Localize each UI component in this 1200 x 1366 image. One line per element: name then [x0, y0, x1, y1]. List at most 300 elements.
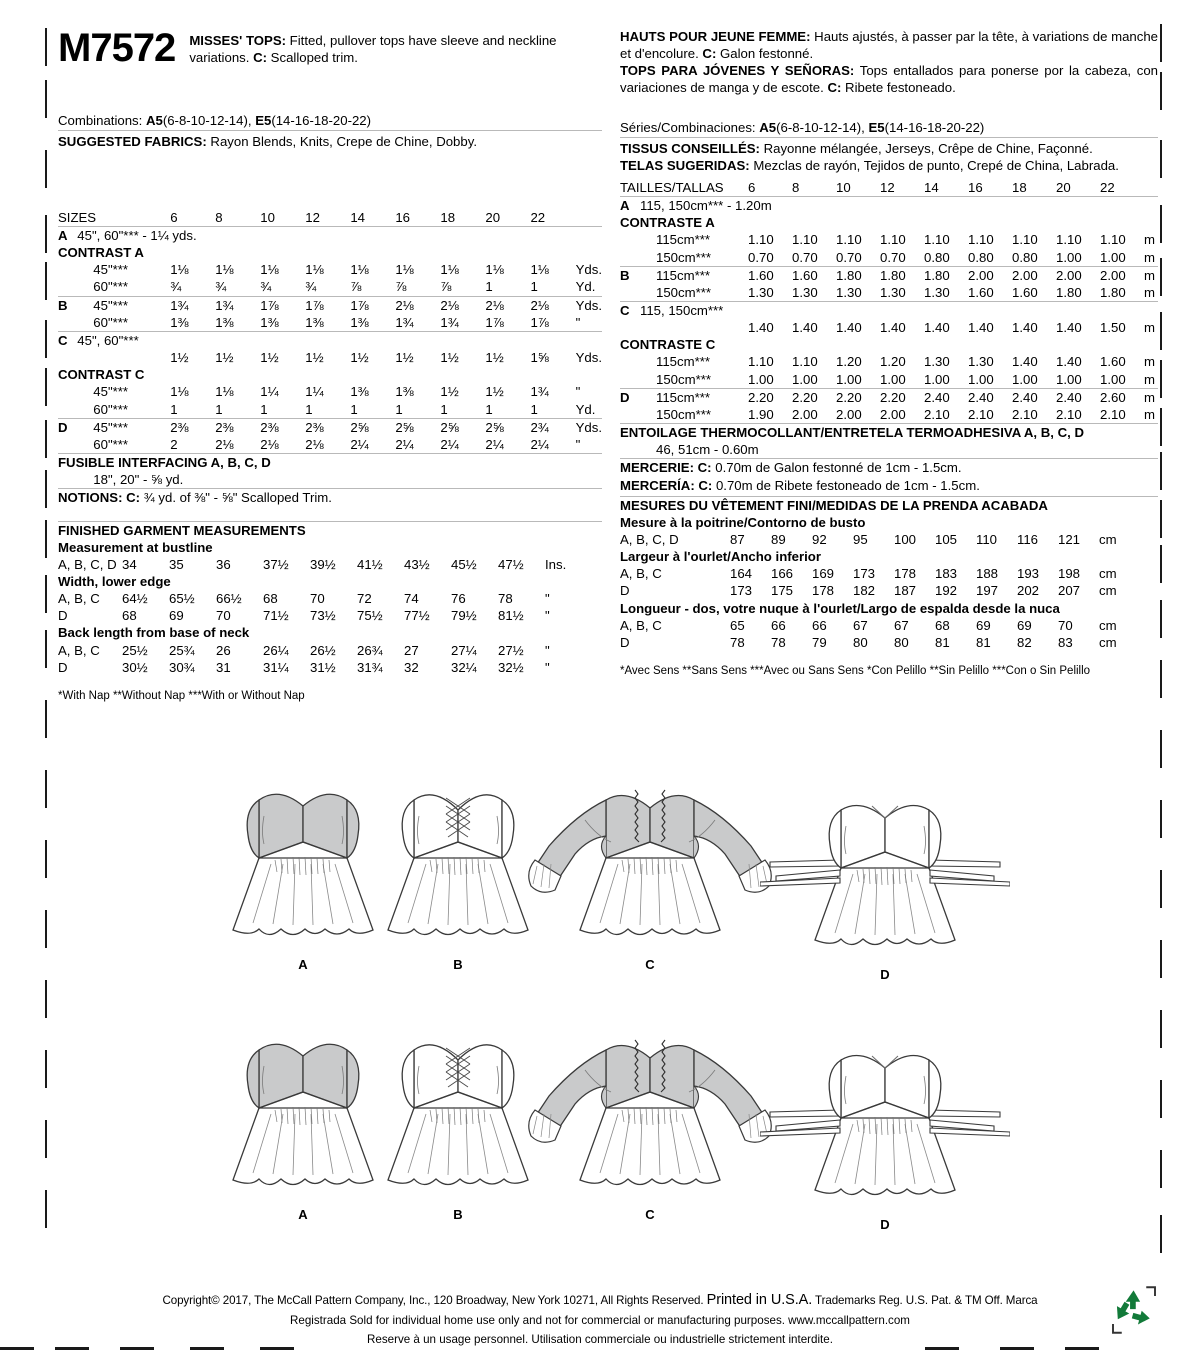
finished-measurements-metric — [620, 496, 1158, 651]
measurement-value: 66 — [811, 617, 827, 633]
notions-row-fr: MERCERIE: C: 0.70m de Galon festonné de 1cm - 1.5cm. — [620, 459, 1158, 477]
registration-tick — [1160, 545, 1162, 583]
yardage-value: ⅞ — [395, 279, 407, 295]
yardage-value: 1⅛ — [395, 262, 414, 278]
yardage-value: 1.30 — [879, 284, 906, 300]
registration-tick — [1160, 408, 1162, 446]
registration-tick — [45, 700, 47, 738]
measurement-subheading: Measurement at bustline — [58, 539, 213, 555]
fabric-width: 150cm*** — [655, 284, 711, 300]
combo-e5-fr: E5 — [868, 119, 885, 135]
yardage-value: 1.20 — [879, 354, 906, 370]
measurement-value: 175 — [770, 583, 793, 599]
yardage-value: 1⅛ — [350, 262, 369, 278]
measurement-value: 71½ — [263, 608, 289, 624]
measurement-value: 173 — [852, 566, 875, 582]
yardage-value: 1.30 — [835, 284, 862, 300]
suggested-fabrics-spanish — [620, 157, 1158, 174]
yardage-value: 0.80 — [967, 249, 994, 265]
yardage-value: 1.40 — [835, 320, 862, 336]
registration-tick — [1160, 205, 1162, 243]
yardage-value: 2.20 — [880, 388, 924, 406]
description-text-fr: Hauts ajustés, à passer par la tête, à variations de manche et d'encolure. — [619, 29, 1158, 62]
illustrations-back-row — [0, 1030, 1200, 1260]
fabric-width: 45"*** — [77, 296, 170, 314]
size-header: 14 — [924, 179, 968, 197]
yardage-value: 1.30 — [967, 354, 994, 370]
size-header: 8 — [792, 179, 836, 197]
measurement-value: 35 — [169, 556, 184, 572]
registration-tick — [1160, 600, 1162, 638]
yardage-value: 1½ — [395, 350, 414, 366]
section-heading: CONTRASTE C — [619, 337, 716, 353]
yardage-value: 1⅜ — [350, 384, 369, 400]
combo-a5-fr: A5 — [759, 119, 777, 135]
view-letter: D — [58, 418, 77, 436]
unit-label: Yds. — [575, 350, 602, 366]
table-row — [58, 642, 602, 659]
yardage-value: 1.40 — [879, 320, 906, 336]
measurement-value: 193 — [1016, 566, 1039, 582]
footer-printed-usa: Printed in U.S.A. — [706, 1291, 813, 1308]
registration-tick — [45, 28, 47, 66]
garment-illustration — [525, 780, 775, 950]
yardage-value: 1½ — [440, 384, 459, 400]
yardage-value: 2⅜ — [305, 418, 350, 436]
measurement-value: 202 — [1016, 583, 1039, 599]
view-letter — [58, 401, 77, 419]
measurement-value: 27½ — [498, 642, 524, 658]
table-row — [58, 454, 602, 472]
garment-illustration — [215, 1030, 391, 1200]
yardage-value: 1⅛ — [485, 262, 504, 278]
yardage-value: 1¾ — [170, 296, 215, 314]
measurement-value: 70 — [310, 591, 325, 607]
yardage-value: 1.00 — [967, 371, 994, 387]
measurement-value: 80 — [893, 634, 909, 650]
top-back-view-c — [525, 1030, 775, 1222]
yardage-value: 1⅛ — [215, 262, 234, 278]
measurement-value: 66½ — [216, 591, 242, 607]
table-row — [620, 214, 1158, 231]
unit-label: cm — [1098, 566, 1117, 582]
yardage-value: ¾ — [260, 279, 272, 295]
size-header: 10 — [260, 209, 305, 227]
yardage-value: 1.00 — [1055, 249, 1082, 265]
measurement-value: 31¾ — [357, 659, 383, 675]
registration-tick — [45, 630, 47, 668]
size-header: 20 — [485, 209, 530, 227]
registration-tick — [45, 575, 47, 613]
garment-illustration — [370, 1030, 546, 1200]
description-title-en: MISSES' TOPS: — [189, 33, 287, 48]
table-row — [620, 284, 1158, 302]
unit-label: Yd. — [575, 401, 596, 417]
registration-tick — [1160, 660, 1162, 698]
unit-label: " — [545, 642, 550, 658]
measurement-value: 182 — [852, 583, 875, 599]
yardage-value: 1 — [485, 401, 493, 417]
unit-label: m — [1143, 249, 1155, 265]
registration-tick — [1160, 500, 1162, 538]
yardage-value: 1 — [485, 279, 493, 295]
fabric-width: 60"*** — [93, 314, 129, 330]
measurement-value: 26¾ — [357, 642, 383, 658]
fabric-width: 115cm*** — [655, 354, 710, 370]
measurement-value: 197 — [975, 583, 998, 599]
table-row — [58, 659, 602, 676]
yardage-value: 1⅞ — [350, 296, 395, 314]
unit-label: Yds. — [575, 297, 602, 313]
yardage-value: 2¼ — [485, 436, 504, 452]
table-row — [620, 371, 1158, 389]
table-row — [58, 349, 602, 366]
yardage-value: 2 — [170, 436, 178, 452]
yardage-value: 1⅞ — [305, 296, 350, 314]
measurement-value: 68 — [122, 608, 137, 624]
unit-label: cm — [1098, 532, 1117, 548]
measurement-value: 47½ — [498, 556, 524, 572]
yardage-value: 1.90 — [747, 406, 774, 422]
fabric-width: 150cm*** — [655, 371, 711, 387]
yardage-value: 1.10 — [967, 232, 994, 248]
yardage-value: 2.20 — [792, 388, 836, 406]
unit-label: m — [1144, 266, 1158, 284]
yardage-value: 1.30 — [747, 284, 774, 300]
table-row — [58, 227, 602, 245]
yardage-value: 1.10 — [835, 232, 862, 248]
view-group: A, B, C, D — [58, 556, 117, 572]
yardage-value: 2.00 — [879, 406, 906, 422]
size-header: 18 — [1012, 179, 1056, 197]
table-row — [620, 231, 1158, 248]
table-row — [620, 319, 1158, 336]
yardage-value: 1½ — [350, 350, 369, 366]
description-title-fr: HAUTS POUR JEUNE FEMME: — [619, 29, 811, 44]
measurement-value: 68 — [263, 591, 278, 607]
fabric-width: 45"*** — [93, 384, 129, 400]
illustrations-front-row — [0, 780, 1200, 1010]
table-row — [620, 388, 1158, 406]
table-row — [620, 634, 1158, 651]
table-row — [620, 266, 1158, 284]
size-header: 10 — [836, 179, 880, 197]
measurement-value: 37½ — [263, 556, 289, 572]
fabrics-label-fr: TISSUS CONSEILLÉS: — [619, 141, 760, 157]
yardage-value: 1⅜ — [350, 314, 369, 330]
unit-label: m — [1143, 284, 1155, 300]
unit-label: m — [1143, 406, 1155, 422]
measurement-value: 39½ — [310, 556, 336, 572]
yardage-value: 2.00 — [968, 266, 1012, 284]
measurement-value: 95 — [852, 532, 868, 548]
unit-label: cm — [1098, 617, 1117, 633]
size-header: 22 — [530, 209, 575, 227]
measurement-value: 67 — [852, 617, 868, 633]
registration-tick — [1160, 72, 1162, 110]
yardage-value: 1⅞ — [485, 314, 504, 330]
table-row — [620, 617, 1158, 634]
measurement-value: 67 — [893, 617, 909, 633]
view-label: A — [298, 1207, 308, 1222]
yardage-value: 1¾ — [395, 314, 414, 330]
description-text-en: Fitted, pullover tops have sleeve and neckline variations. — [189, 33, 557, 66]
yardage-value: 1⅛ — [440, 262, 459, 278]
yardage-value: 1 — [440, 401, 448, 417]
suggested-fabrics-english — [58, 133, 602, 150]
description-title-es: TOPS PARA JÓVENES Y SEÑORAS: — [619, 63, 855, 79]
yardage-value: 2.40 — [968, 388, 1012, 406]
yardage-value: 1.40 — [923, 320, 950, 336]
measurement-value: 69 — [975, 617, 991, 633]
measurement-value: 76 — [451, 591, 466, 607]
measurement-value: 31¼ — [263, 659, 289, 675]
yardage-value: 0.70 — [791, 249, 818, 265]
table-row — [58, 366, 602, 383]
yardage-value: 2.00 — [791, 406, 818, 422]
yardage-value: 1.10 — [747, 232, 774, 248]
measurement-value: 78 — [729, 634, 745, 650]
yardage-value: 1⅞ — [260, 296, 305, 314]
fabric-width: 115cm*** — [640, 388, 748, 406]
measurement-value: 70 — [1057, 617, 1073, 633]
measurement-value: 78 — [498, 591, 513, 607]
yardage-value: 0.70 — [879, 249, 906, 265]
registration-tick — [45, 80, 47, 118]
table-row — [58, 590, 602, 607]
yardage-value: ¾ — [215, 279, 227, 295]
yardage-value: 1.00 — [923, 371, 950, 387]
description-viewc-es: C: — [827, 80, 842, 96]
yardage-value: 1⅛ — [530, 262, 549, 278]
yardage-value: 1.10 — [1099, 232, 1126, 248]
size-header: 14 — [350, 209, 395, 227]
view-letter: C — [620, 301, 640, 319]
section-heading: CONTRAST A — [58, 245, 144, 261]
yardage-value: 1.80 — [836, 266, 880, 284]
yardage-value: 1⅛ — [170, 384, 189, 400]
yardage-value: 1⅛ — [260, 262, 279, 278]
yardage-value: 1 — [395, 401, 403, 417]
registration-tick — [45, 368, 47, 406]
combo-e5-sizes: (14-16-18-20-22) — [271, 113, 372, 128]
measurement-value: 82 — [1016, 634, 1032, 650]
yardage-value: 2⅛ — [485, 296, 530, 314]
measurement-value: 121 — [1057, 532, 1080, 548]
yardage-value: 1.40 — [1011, 354, 1038, 370]
yardage-value: 1 — [530, 279, 538, 295]
fabric-width: 60"*** — [93, 279, 129, 295]
measurement-value: 68 — [934, 617, 950, 633]
measurement-value: 81 — [934, 634, 950, 650]
yardage-value: 2¾ — [530, 418, 575, 436]
view-group: D — [58, 659, 68, 675]
fabric-width: 150cm*** — [655, 249, 711, 265]
yardage-table-imperial — [58, 209, 602, 507]
measurement-value: 187 — [893, 583, 916, 599]
registration-tick — [45, 470, 47, 508]
measurement-value: 69 — [169, 608, 184, 624]
finished-heading: FINISHED GARMENT MEASUREMENTS — [58, 521, 602, 539]
registration-tick — [45, 320, 47, 358]
table-row — [58, 296, 602, 314]
top-front-view-c — [525, 780, 775, 972]
table-row — [620, 496, 1158, 514]
view-letter: C — [58, 331, 77, 349]
yardage-value: ⅞ — [350, 279, 362, 295]
table-row — [620, 582, 1158, 599]
yardage-value: 2⅛ — [440, 296, 485, 314]
yardage-value: 2⅝ — [485, 418, 530, 436]
yardage-value: 2.60 — [1100, 388, 1144, 406]
top-front-view-b — [370, 780, 546, 972]
view-letter: D — [620, 388, 640, 406]
view-letter — [620, 231, 640, 248]
unit-label: " — [575, 314, 581, 330]
unit-label: m — [1143, 320, 1155, 336]
interfacing-value: 46, 51cm - 0.60m — [655, 442, 759, 458]
view-group: D — [619, 634, 630, 650]
unit-label: Yd. — [575, 279, 596, 295]
garment-illustration — [525, 1030, 775, 1200]
table-row — [58, 556, 602, 573]
unit-label: " — [575, 436, 581, 452]
yardage-value: 2¼ — [350, 436, 369, 452]
table-row — [620, 531, 1158, 548]
nap-footnote-english: *With Nap **Without Nap ***With or Without Nap — [58, 689, 305, 702]
measurement-value: 41½ — [357, 556, 383, 572]
table-row — [620, 301, 1158, 319]
yardage-value: 1⅛ — [215, 384, 234, 400]
yardage-value: 1.10 — [747, 354, 774, 370]
yardage-value: 1½ — [485, 384, 504, 400]
unit-label: Yds. — [575, 419, 602, 435]
measurement-value: 78 — [770, 634, 786, 650]
unit-label: " — [545, 608, 550, 624]
footer — [0, 1289, 1200, 1350]
yardage-value: 1½ — [215, 350, 234, 366]
table-row — [620, 249, 1158, 267]
view-group: A, B, C — [619, 566, 662, 582]
fabric-width: 150cm*** — [655, 406, 711, 422]
notions-row-es: MERCERÍA: C: 0.70m de Ribete festoneado de 1cm - 1.5cm. — [619, 477, 980, 493]
size-header: 18 — [440, 209, 485, 227]
yardage-value: 1.10 — [791, 354, 818, 370]
table-row — [620, 600, 1158, 617]
yardage-value: 1.50 — [1099, 320, 1126, 336]
fabrics-label-en: SUGGESTED FABRICS: — [58, 134, 207, 150]
garment-illustration — [215, 780, 391, 950]
yardage-value: 1.60 — [748, 266, 792, 284]
registration-tick — [1160, 730, 1162, 768]
yardage-value: 1⅞ — [530, 314, 549, 330]
combo-e5-sizes-fr: (14-16-18-20-22) — [884, 119, 985, 135]
yardage-value: 2⅝ — [440, 418, 485, 436]
unit-label: " — [545, 659, 550, 675]
fabrics-text-fr: Rayonne mélangée, Jerseys, Crêpe de Chine, Façonné. — [759, 141, 1093, 157]
pattern-description-french — [620, 28, 1158, 62]
table-row — [58, 261, 602, 278]
yardage-value: 2.40 — [924, 388, 968, 406]
pattern-description-spanish — [620, 62, 1158, 96]
table-row — [58, 471, 602, 489]
table-row — [620, 548, 1158, 565]
combo-a5: A5 — [145, 113, 163, 128]
measurement-value: 83 — [1057, 634, 1073, 650]
measurement-value: 80 — [852, 634, 868, 650]
yardage-value: 1 — [350, 401, 358, 417]
pattern-description-english — [175, 28, 602, 66]
interfacing-value: 18", 20" - ⅝ yd. — [93, 472, 184, 488]
view-letter — [58, 349, 77, 366]
top-front-view-a — [215, 780, 391, 972]
footer-line-3: Reserve à un usage personnel. Utilisation commerciale ou industrielle strictement interdite. — [367, 1333, 833, 1347]
yardage-value: 1.40 — [1055, 354, 1082, 370]
footer-trademarks: Trademarks Reg. U.S. Pat. & TM Off. Marca — [812, 1293, 1038, 1307]
yardage-value: 2.00 — [1012, 266, 1056, 284]
unit-label: cm — [1098, 634, 1117, 650]
measurement-subheading: Mesure à la poitrine/Contorno de busto — [619, 514, 866, 530]
yardage-value: 1.00 — [747, 371, 774, 387]
description-viewc-en: C: — [253, 50, 268, 66]
table-header-row — [58, 209, 602, 227]
yardage-table-metric — [620, 179, 1158, 494]
footer-line-2: Registrada Sold for individual home use only and not for commercial or manufacturing purposes. www.mccallpattern.com — [290, 1314, 910, 1328]
yardage-value: 1.40 — [1055, 320, 1082, 336]
description-text2-fr: Galon festonné. — [716, 46, 814, 62]
measurement-value: 26¼ — [263, 642, 289, 658]
description-text2-en: Scalloped trim. — [267, 50, 358, 66]
registration-tick — [1160, 312, 1162, 350]
table-row — [620, 459, 1158, 477]
measurement-value: 110 — [975, 532, 998, 548]
yardage-value: 1¾ — [530, 384, 549, 400]
description-viewc-fr: C: — [702, 46, 717, 62]
row-text: 115, 150cm*** - 1.20m — [639, 198, 772, 214]
yardage-value: 2⅜ — [215, 418, 260, 436]
measurement-value: 74 — [404, 591, 419, 607]
view-group: A, B, C — [58, 642, 100, 658]
table-row — [58, 314, 602, 332]
table-row — [620, 353, 1158, 370]
measurement-value: 87 — [729, 532, 745, 548]
yardage-value: 1⅜ — [395, 384, 414, 400]
yardage-value: 1.10 — [791, 232, 818, 248]
yardage-value: 2⅜ — [170, 418, 215, 436]
yardage-value: 1.40 — [967, 320, 994, 336]
info-columns — [58, 28, 1158, 702]
unit-label: m — [1143, 371, 1155, 387]
fabrics-label-es: TELAS SUGERIDAS: — [619, 158, 750, 174]
yardage-value: 1.60 — [1011, 284, 1038, 300]
measurement-value: 27¼ — [451, 642, 477, 658]
measurement-value: 45½ — [451, 556, 477, 572]
table-row — [58, 418, 602, 436]
combo-e5: E5 — [255, 113, 272, 128]
table-row — [620, 406, 1158, 424]
size-header: 22 — [1100, 179, 1144, 197]
measurement-value: 64½ — [122, 591, 148, 607]
suggested-fabrics-french — [620, 140, 1158, 157]
yardage-value: 1⅜ — [170, 314, 189, 330]
sizes-label: TAILLES/TALLAS — [620, 179, 748, 197]
view-label: D — [880, 1217, 890, 1232]
table-row — [58, 278, 602, 296]
yardage-value: 2.20 — [836, 388, 880, 406]
footer-line-1 — [0, 1289, 1200, 1312]
yardage-value: 2⅝ — [350, 418, 395, 436]
nap-footnote-french-spanish: *Avec Sens **Sans Sens ***Avec ou Sans Sens *Con Pelillo **Sin Pelillo ***Con o Sin Pelillo — [619, 665, 1091, 678]
